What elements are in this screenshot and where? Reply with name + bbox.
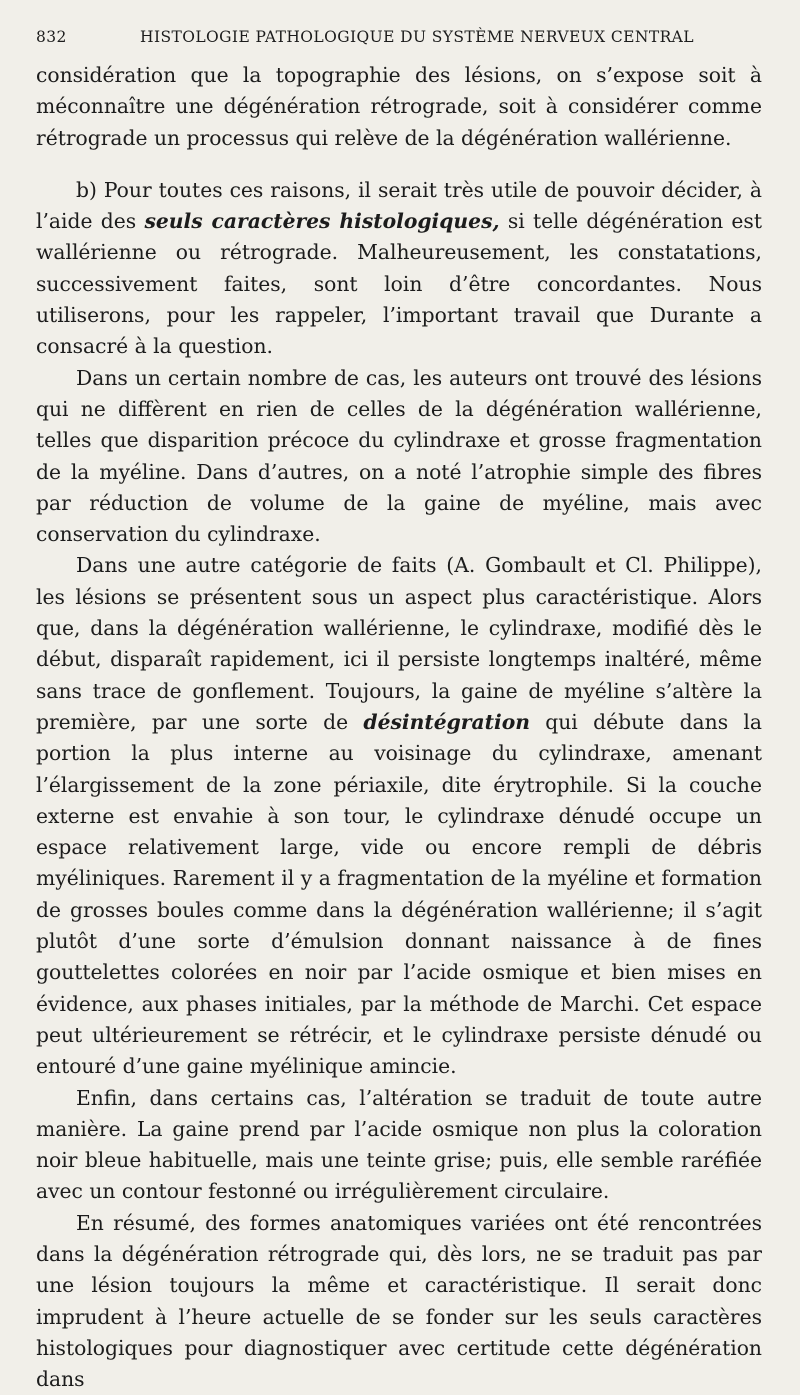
paragraph-text: b) Pour toutes ces raisons, il serait très utile de pouvoir décider, à l’aide des (36, 177, 762, 234)
paragraph: En résumé, des formes anatomiques variées ont été rencontrées dans la dégénération rétrograde qui, dès lors, ne se traduit pas par une lésion toujours la même et caractéristique. Il serait donc imprudent à l’heure actuelle de se fonder sur les seuls caractères histologiques pour diagnostiquer avec certitude cette dégénération dans (36, 1210, 762, 1392)
paragraph-continuation: considération que la topographie des lésions, on s’expose soit à méconnaître une dégénération rétrograde, soit à considérer comme rétrograde un processus qui relève de la dégénération wallérienne. (36, 63, 762, 150)
paragraph-text: Dans une autre catégorie de faits (A. Gombault et Cl. Philippe), les lésions se présentent sous un aspect plus caractéristique. Alors que, dans la dégénération wallérienne, le cylindraxe, modifié dès le début, disparaît rapidement, ici il persiste longtemps inaltéré, même sans trace de gonflement. Toujours, la gaine de myéline s’altère la première, par une sorte de (36, 553, 762, 734)
page-number: 832 (36, 28, 67, 46)
running-title: HISTOLOGIE PATHOLOGIQUE DU SYSTÈME NERVEUX CENTRAL (140, 28, 694, 46)
paragraph-text: si telle dégénération est wallérienne ou rétrograde. Malheureusement, les constatations, successivement faites, sont loin d’être concordantes. Nous utiliserons, pour les rappeler, l’important travail que Durante a consacré à la question. (36, 209, 762, 359)
paragraph: Dans un certain nombre de cas, les auteurs ont trouvé des lésions qui ne diffèrent en rien de celles de la dégénération wallérienne, telles que disparition précoce du cylindraxe et grosse fragmentation de la myéline. Dans d’autres, on a noté l’atrophie simple des fibres par réduction de volume de la gaine de myéline, mais avec conservation du cylindraxe. (36, 365, 762, 547)
paragraph: Enfin, dans certains cas, l’altération se traduit de toute autre manière. La gaine prend par l’acide osmique non plus la coloration noir bleue habituelle, mais une teinte grise; puis, elle semble raréfiée avec un contour festonné ou irrégulièrement circulaire. (36, 1085, 762, 1204)
paragraph-b (36, 175, 762, 363)
body-text (36, 60, 762, 1395)
paragraph-text: qui débute dans la portion la plus interne au voisinage du cylindraxe, amenant l’élargissement de la zone périaxile, dite érytrophile. Si la couche externe est envahie à son tour, le cylindraxe dénudé occupe un espace relativement large, vide ou encore rempli de débris myéliniques. Rarement il y a fragmentation de la myéline et formation de grosses boules comme dans la dégénération wallérienne; il s’agit plutôt d’une sorte d’émulsion donnant naissance à de fines gouttelettes colorées en noir par l’acide osmique et bien mises en évidence, aux phases initiales, par la méthode de Marchi. Cet espace peut ultérieurement se rétrécir, et le cylindraxe persiste dénudé ou entouré d’une gaine myélinique amincie. (36, 709, 762, 1079)
emphasis-text: seuls caractères histologiques, (144, 209, 500, 234)
page-header (36, 28, 762, 46)
paragraph (36, 550, 762, 1082)
emphasis-text: désintégration (363, 709, 530, 734)
